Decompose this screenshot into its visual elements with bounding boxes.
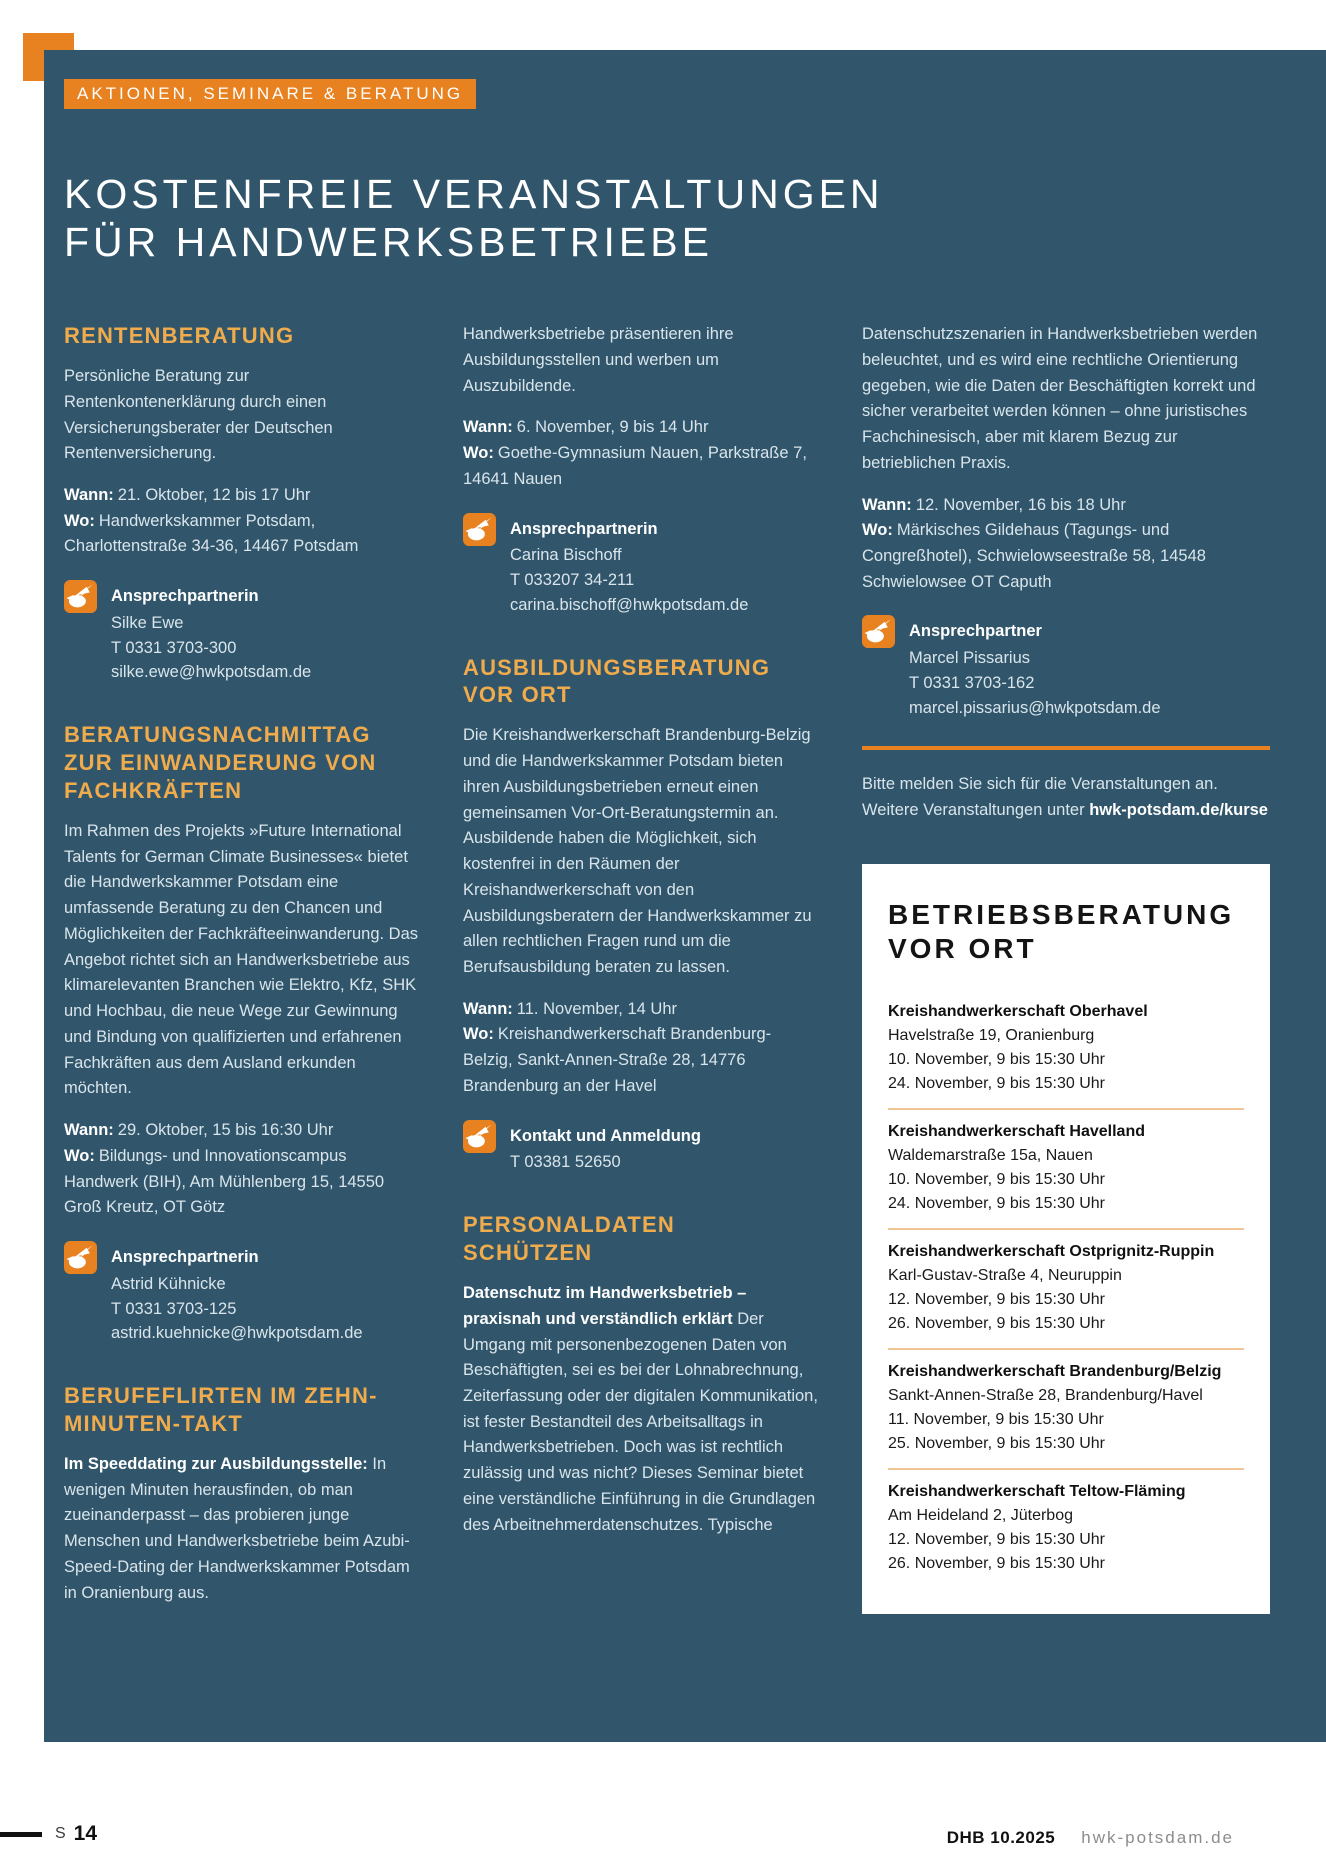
entry-name: Kreishandwerkerschaft Havelland	[888, 1123, 1145, 1141]
paragraph-text: Der Umgang mit personenbezogenen Daten von Beschäftigten, sei es bei der Lohnabrechnung, Zeiterfassung oder der digitalen Kommunikation, ist fester Bestandteil des Arbeitsalltags in Handwerksbetrieben. Doch was ist rechtlich zulässig und was nicht? Dieses Seminar bietet eine verständliche Einführung in die Grundlagen des Arbeitnehmerdatenschutzes. Typische	[463, 1309, 818, 1534]
column-layout	[64, 322, 1270, 1620]
where-label: Wo:	[64, 511, 95, 530]
column-1	[64, 322, 419, 1620]
section-heading-berufeflirten: BERUFEFLIRTEN IM ZEHN-MINUTEN-TAKT	[64, 1383, 378, 1436]
betriebsberatung-heading: BETRIEBSBERATUNG VOR ORT	[888, 898, 1235, 965]
entry-date: 25. November, 9 bis 15:30 Uhr	[888, 1435, 1106, 1453]
website-link[interactable]: hwk-potsdam.de	[1081, 1828, 1234, 1847]
paragraph: Handwerksbetriebe präsentieren ihre Ausbildungsstellen und werben um Auszubildende.	[463, 325, 734, 395]
entry-date: 24. November, 9 bis 15:30 Uhr	[888, 1195, 1106, 1213]
entry-date: 12. November, 9 bis 15:30 Uhr	[888, 1291, 1106, 1309]
meta-when	[463, 415, 818, 441]
content-panel	[44, 50, 1326, 1742]
contact-lines	[111, 580, 311, 685]
contact-name: Marcel Pissarius	[909, 649, 1031, 668]
when-value: 29. Oktober, 15 bis 16:30 Uhr	[117, 1121, 334, 1140]
contact-phone: T 033207 34-211	[510, 571, 635, 589]
event-meta	[64, 1118, 419, 1221]
contact-lines	[909, 615, 1161, 720]
contact-block	[64, 580, 419, 685]
list-item	[888, 1468, 1244, 1588]
where-label: Wo:	[463, 444, 494, 463]
meta-when	[64, 483, 419, 509]
event-meta	[64, 483, 419, 560]
page-number: 14	[73, 1822, 98, 1845]
contact-block	[463, 1120, 818, 1176]
list-item	[888, 1228, 1244, 1348]
contact-role: Ansprechpartnerin	[510, 519, 658, 538]
when-label: Wann:	[463, 999, 513, 1018]
issue-label: DHB 10.2025	[946, 1828, 1056, 1847]
entry-address: Sankt-Annen-Straße 28, Brandenburg/Havel	[888, 1387, 1203, 1405]
contact-phone: T 0331 3703-162	[909, 673, 1035, 692]
meta-where	[463, 1022, 818, 1099]
when-value: 12. November, 16 bis 18 Uhr	[915, 495, 1126, 514]
when-value: 11. November, 14 Uhr	[516, 999, 677, 1018]
paragraph-lead: Im Speeddating zur Ausbildungsstelle:	[64, 1454, 368, 1473]
section-heading-einwanderung: BERATUNGSNACHMITTAG ZUR EINWANDERUNG VON FACHKRÄFTEN	[64, 722, 377, 804]
contact-email[interactable]: carina.bischoff@hwkpotsdam.de	[510, 595, 749, 614]
list-item	[888, 1108, 1244, 1228]
category-tag: AKTIONEN, SEMINARE & BERATUNG	[64, 79, 476, 109]
page-prefix: S	[55, 1825, 67, 1842]
when-label: Wann:	[64, 1121, 114, 1140]
section-heading-rentenberatung: RENTENBERATUNG	[64, 323, 295, 349]
entry-name: Kreishandwerkerschaft Teltow-Fläming	[888, 1483, 1186, 1501]
contact-phone: T 03381 52650	[510, 1153, 621, 1172]
when-label: Wann:	[64, 485, 114, 504]
contact-name: Silke Ewe	[111, 613, 184, 632]
event-meta	[862, 493, 1270, 596]
event-meta	[463, 997, 818, 1100]
meta-when	[862, 493, 1270, 519]
contact-email[interactable]: astrid.kuehnicke@hwkpotsdam.de	[111, 1324, 363, 1343]
paragraph	[64, 1452, 419, 1606]
where-label: Wo:	[463, 1025, 494, 1044]
footer-issue-info	[947, 1828, 1234, 1848]
bird-icon	[463, 513, 496, 546]
contact-block	[64, 1241, 419, 1346]
paragraph: Persönliche Beratung zur Rentenkontenerklärung durch einen Versicherungsberater der Deutschen Rentenversicherung.	[64, 367, 333, 463]
when-label: Wann:	[862, 495, 912, 514]
page-title	[64, 171, 1270, 266]
entry-address: Am Heideland 2, Jüterbog	[888, 1507, 1073, 1525]
list-item	[888, 1348, 1244, 1468]
footer-page-indicator	[0, 1822, 97, 1846]
contact-role: Ansprechpartnerin	[111, 587, 259, 606]
contact-lines	[111, 1241, 363, 1346]
entry-date: 26. November, 9 bis 15:30 Uhr	[888, 1555, 1106, 1573]
paragraph: Die Kreishandwerkerschaft Brandenburg-Belzig und die Handwerkskammer Potsdam bieten ihren Ausbildungsbetrieben erneut einen gemeinsamen Vor-Ort-Beratungstermin an. Ausbildende haben die Möglichkeit, sich kostenfrei in den Räumen der Kreishandwerkerschaft von den Ausbildungsberatern der Handwerkskammer zu allen rechtlichen Fragen rund um die Berufsausbildung beraten zu lassen.	[463, 726, 812, 976]
meta-where	[64, 1144, 419, 1221]
meta-when	[64, 1118, 419, 1144]
entry-date: 10. November, 9 bis 15:30 Uhr	[888, 1051, 1106, 1069]
where-value: Goethe-Gymnasium Nauen, Parkstraße 7, 14641 Nauen	[463, 444, 807, 488]
meta-where	[463, 441, 818, 492]
contact-lines	[510, 513, 748, 618]
contact-phone: T 0331 3703-125	[111, 1299, 237, 1318]
entry-date: 10. November, 9 bis 15:30 Uhr	[888, 1171, 1106, 1189]
entry-name: Kreishandwerkerschaft Ostprignitz-Ruppin	[888, 1243, 1215, 1261]
when-value: 6. November, 9 bis 14 Uhr	[516, 418, 709, 437]
contact-name: Astrid Kühnicke	[111, 1274, 226, 1293]
contact-phone: T 0331 3703-300	[111, 638, 237, 657]
contact-email[interactable]: marcel.pissarius@hwkpotsdam.de	[909, 698, 1161, 717]
entry-address: Waldemarstraße 15a, Nauen	[888, 1147, 1093, 1165]
bird-icon	[64, 580, 97, 613]
kurse-link[interactable]: hwk-potsdam.de/kurse	[1089, 801, 1268, 820]
paragraph: Im Rahmen des Projekts »Future International Talents for German Climate Businesses« bietet die Handwerkskammer Potsdam eine umfassende Beratung zu den Chancen und Möglichkeiten der Fachkräfteeinwanderung. Das Angebot richtet sich an Handwerksbetriebe aus klimarelevanten Branchen wie Elektro, Kfz, SHK und Hochbau, die neue Wege zur Gewinnung und Bindung von qualifizierten und erfahrenen Fachkräften aus dem Ausland erkunden möchten.	[64, 821, 419, 1098]
contact-block	[862, 615, 1270, 720]
where-value: Bildungs- und Innovationscampus Handwerk (BIH), Am Mühlenberg 15, 14550 Groß Kreutz, OT Götz	[64, 1146, 385, 1217]
page-title-line1: KOSTENFREIE VERANSTALTUNGEN	[64, 171, 884, 217]
event-meta	[463, 415, 818, 492]
paragraph	[463, 1281, 818, 1538]
section-heading-ausbildungsberatung: AUSBILDUNGSBERATUNG VOR ORT	[463, 654, 771, 708]
contact-name: Carina Bischoff	[510, 546, 622, 565]
where-value: Handwerkskammer Potsdam, Charlottenstraße 34-36, 14467 Potsdam	[64, 511, 359, 556]
entry-address: Karl-Gustav-Straße 4, Neuruppin	[888, 1267, 1122, 1285]
contact-role: Ansprechpartner	[909, 622, 1042, 641]
footer-rule	[0, 1832, 42, 1837]
where-label: Wo:	[64, 1146, 95, 1165]
when-value: 21. Oktober, 12 bis 17 Uhr	[117, 485, 311, 504]
page-title-line2: FÜR HANDWERKSBETRIEBE	[64, 218, 713, 265]
betriebsberatung-box	[862, 864, 1270, 1614]
when-label: Wann:	[463, 418, 513, 437]
meta-when	[463, 997, 818, 1023]
paragraph: Datenschutzszenarien in Handwerksbetrieben werden beleuchtet, und es wird eine rechtliche Orientierung gegeben, wie die Daten der Beschäftigten korrekt und sicher verarbeitet werden können – ohne juristisches Fachchinesisch, aber mit klarem Bezug zur betrieblichen Praxis.	[862, 325, 1258, 472]
meta-where	[64, 509, 419, 560]
column-2	[463, 322, 818, 1620]
meta-where	[862, 518, 1270, 595]
entry-name: Kreishandwerkerschaft Oberhavel	[888, 1003, 1148, 1021]
bird-icon	[862, 615, 895, 648]
entry-date: 12. November, 9 bis 15:30 Uhr	[888, 1531, 1106, 1549]
paragraph-text: In wenigen Minuten herausfinden, ob man zueinanderpasst – das probieren junge Menschen und Handwerksbetriebe beim Azubi-Speed-Dating der Handwerkskammer Potsdam in Oranienburg aus.	[64, 1454, 410, 1602]
contact-role: Ansprechpartnerin	[111, 1248, 259, 1266]
entry-address: Havelstraße 19, Oranienburg	[888, 1027, 1095, 1045]
where-label: Wo:	[862, 521, 893, 540]
section-heading-personaldaten: PERSONALDATEN SCHÜTZEN	[463, 1212, 675, 1266]
entry-name: Kreishandwerkerschaft Brandenburg/Belzig	[888, 1363, 1222, 1381]
contact-lines	[510, 1120, 701, 1176]
list-item	[888, 990, 1244, 1108]
column-3	[862, 322, 1270, 1620]
contact-email[interactable]: silke.ewe@hwkpotsdam.de	[111, 663, 312, 682]
registration-note-text: Bitte melden Sie sich für die Veranstaltungen an. Weitere Veranstaltungen unter	[862, 775, 1218, 820]
where-value: Kreishandwerkerschaft Brandenburg-Belzig, Sankt-Annen-Straße 28, 14776 Brandenburg an der Havel	[463, 1025, 772, 1095]
bird-icon	[463, 1120, 496, 1153]
contact-role: Kontakt und Anmeldung	[510, 1126, 701, 1145]
bird-icon	[64, 1241, 97, 1274]
where-value: Märkisches Gildehaus (Tagungs- und Congreßhotel), Schwielowseestraße 58, 14548 Schwielowsee OT Caputh	[862, 521, 1206, 591]
entry-date: 24. November, 9 bis 15:30 Uhr	[888, 1075, 1106, 1093]
registration-note	[862, 772, 1270, 823]
orange-divider	[862, 746, 1270, 750]
entry-date: 11. November, 9 bis 15:30 Uhr	[888, 1411, 1104, 1429]
contact-block	[463, 513, 818, 618]
paragraph-lead: Datenschutz im Handwerksbetrieb – praxisnah und verständlich erklärt	[463, 1284, 747, 1328]
entry-date: 26. November, 9 bis 15:30 Uhr	[888, 1315, 1106, 1333]
